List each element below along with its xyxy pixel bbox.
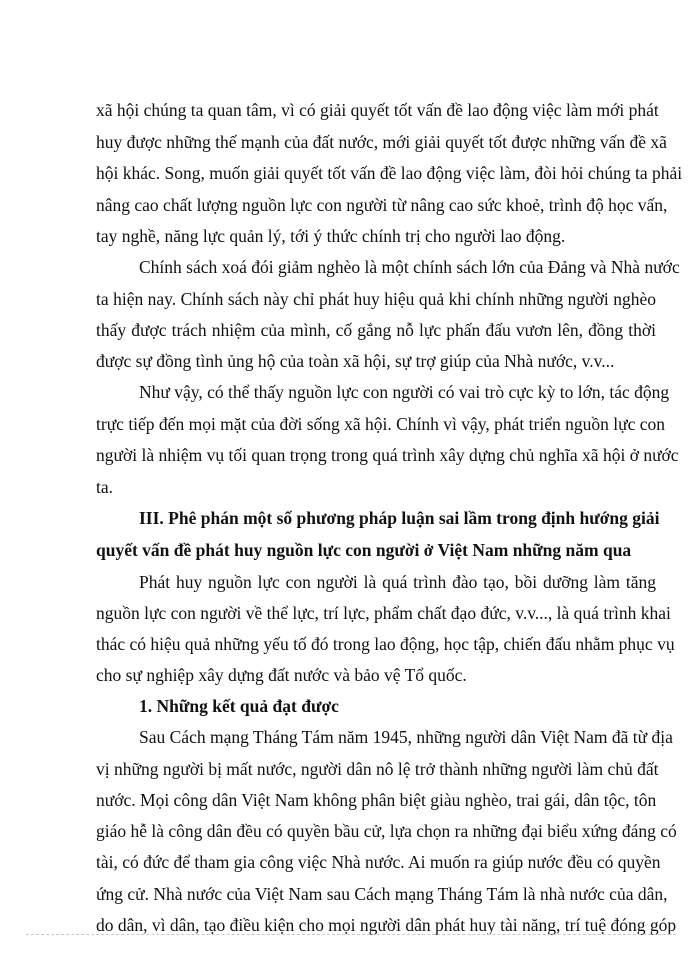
paragraph-p1-line-2: huy được những thế mạnh của đất nước, mới giải quyết tốt được những vấn đề xã [96,132,667,152]
heading-h1-line-1: 1. Những kết quả đạt được [139,696,339,716]
paragraph-p2-line-1: Chính sách xoá đói giảm nghèo là một chính sách lớn của Đảng và Nhà nước [139,257,680,277]
paragraph-p5-line-4: giáo hễ là công dân đều có quyền bầu cử, lựa chọn ra những đại biểu xứng đáng có [96,821,677,841]
paragraph-p5-line-7: do dân, vì dân, tạo điều kiện cho mọi người dân phát huy tài năng, trí tuệ đóng góp [96,915,677,935]
paragraph-p3-line-4: ta. [96,477,114,497]
paragraph-p5-line-6: ứng cử. Nhà nước của Việt Nam sau Cách mạng Tháng Tám là nhà nước của dân, [96,884,668,904]
paragraph-p1-line-1: xã hội chúng ta quan tâm, vì có giải quyết tốt vấn đề lao động việc làm mới phát [96,100,659,120]
paragraph-p3-line-3: người là nhiệm vụ tối quan trọng trong quá trình xây dựng chủ nghĩa xã hội ở nước [96,445,679,465]
paragraph-p1-line-4: nâng cao chất lượng nguồn lực con người từ nâng cao sức khoẻ, trình độ học vấn, [96,195,668,215]
paragraph-p4-line-4: cho sự nghiệp xây dựng đất nước và bảo vệ Tổ quốc. [96,665,467,685]
paragraph-p4-line-2: nguồn lực con người về thể lực, trí lực, phẩm chất đạo đức, v.v..., là quá trình khai [96,603,671,623]
paragraph-p1-line-3: hội khác. Song, muốn giải quyết tốt vấn đề lao động việc làm, đòi hỏi chúng ta phải [96,163,683,183]
paragraph-p3-line-2: trực tiếp đến mọi mặt của đời sống xã hội. Chính vì vậy, phát triển nguồn lực con [96,414,665,434]
paragraph-p4-line-3: thác có hiệu quả những yếu tố đó trong lao động, học tập, chiến đấu nhằm phục vụ [96,634,675,654]
paragraph-p2-line-4: được sự đồng tình ủng hộ của toàn xã hội, sự trợ giúp của Nhà nước, v.v... [96,351,615,371]
paragraph-p4-line-1: Phát huy nguồn lực con người là quá trình đào tạo, bồi dưỡng làm tăng [139,572,656,592]
paragraph-p5-line-1: Sau Cách mạng Tháng Tám năm 1945, những người dân Việt Nam đã từ địa [139,727,673,747]
paragraph-p2-line-2: ta hiện nay. Chính sách này chỉ phát huy hiệu quả khi chính những người nghèo [96,289,656,309]
page-bottom-divider [26,934,676,935]
heading-h3-line-2: quyết vấn đề phát huy nguồn lực con người ở Việt Nam những năm qua [96,540,632,560]
paragraph-p5-line-5: tài, có đức để tham gia công việc Nhà nước. Ai muốn ra giúp nước đều có quyền [96,852,661,872]
paragraph-p2-line-3: thấy được trách nhiệm của mình, cố gắng nỗ lực phấn đấu vươn lên, đồng thời [96,320,656,340]
paragraph-p5-line-3: nước. Mọi công dân Việt Nam không phân biệt giàu nghèo, trai gái, dân tộc, tôn [96,790,657,810]
paragraph-p3-line-1: Như vậy, có thể thấy nguồn lực con người có vai trò cực kỳ to lớn, tác động [139,382,670,402]
heading-h3-line-1: III. Phê phán một số phương pháp luận sai lầm trong định hướng giải [139,508,660,528]
paragraph-p1-line-5: tay nghề, năng lực quản lý, tới ý thức chính trị cho người lao động. [96,226,566,246]
paragraph-p5-line-2: vị những người bị mất nước, người dân nô lệ trở thành những người làm chủ đất [96,759,659,779]
